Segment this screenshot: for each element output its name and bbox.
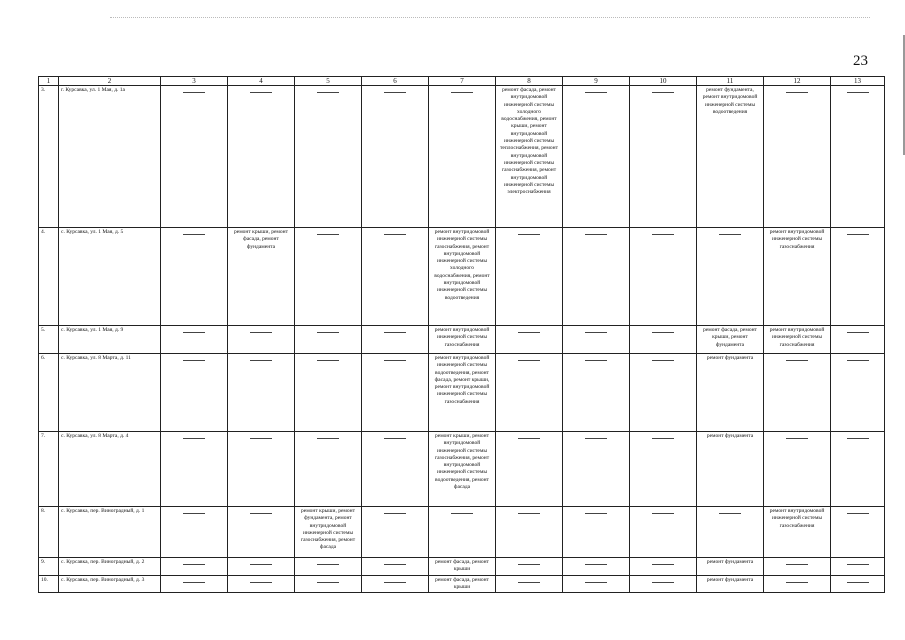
dash-mark xyxy=(847,360,869,361)
empty-cell xyxy=(496,228,563,326)
empty-cell xyxy=(362,86,429,228)
column-header: 8 xyxy=(496,77,563,86)
column-header: 11 xyxy=(697,77,764,86)
empty-cell xyxy=(764,575,831,593)
column-header: 3 xyxy=(161,77,228,86)
dash-mark xyxy=(652,234,674,235)
empty-cell xyxy=(362,432,429,507)
empty-cell xyxy=(161,432,228,507)
empty-cell xyxy=(831,558,885,576)
work-cell: ремонт фасада, ремонт крыши xyxy=(429,558,496,576)
row-number: 7. xyxy=(39,432,59,507)
empty-cell xyxy=(764,432,831,507)
dash-mark xyxy=(585,582,607,583)
empty-cell xyxy=(161,86,228,228)
row-number: 8. xyxy=(39,507,59,558)
dash-mark xyxy=(384,582,406,583)
dash-mark xyxy=(585,332,607,333)
empty-cell xyxy=(831,432,885,507)
address-cell: с. Курсавка, пер. Виноградный, д. 3 xyxy=(59,575,161,593)
table-row xyxy=(39,354,885,432)
dash-mark xyxy=(183,360,205,361)
empty-cell xyxy=(831,354,885,432)
column-header: 9 xyxy=(563,77,630,86)
work-cell: ремонт внутридомовой инженерной системы газоснабжения xyxy=(429,326,496,354)
dash-mark xyxy=(847,234,869,235)
dash-mark xyxy=(250,582,272,583)
work-cell: ремонт фасада, ремонт крыши xyxy=(429,575,496,593)
dash-mark xyxy=(518,438,540,439)
dash-mark xyxy=(786,582,808,583)
dash-mark xyxy=(652,582,674,583)
dash-mark xyxy=(847,332,869,333)
column-header: 2 xyxy=(59,77,161,86)
dash-mark xyxy=(317,582,339,583)
dash-mark xyxy=(585,564,607,565)
dash-mark xyxy=(786,564,808,565)
column-header: 7 xyxy=(429,77,496,86)
empty-cell xyxy=(630,575,697,593)
address-cell: с. Курсавка, пер. Виноградный, д. 2 xyxy=(59,558,161,576)
dash-mark xyxy=(250,332,272,333)
empty-cell xyxy=(362,354,429,432)
dash-mark xyxy=(847,582,869,583)
row-number: 10. xyxy=(39,575,59,593)
empty-cell xyxy=(563,228,630,326)
dash-mark xyxy=(183,438,205,439)
table-row xyxy=(39,326,885,354)
dash-mark xyxy=(250,92,272,93)
dash-mark xyxy=(451,92,473,93)
work-cell: ремонт внутридомовой инженерной системы газоснабжения xyxy=(764,326,831,354)
empty-cell xyxy=(496,558,563,576)
dash-mark xyxy=(250,438,272,439)
dash-mark xyxy=(451,513,473,514)
scan-artifact-line xyxy=(110,17,870,18)
dash-mark xyxy=(518,513,540,514)
empty-cell xyxy=(161,228,228,326)
empty-cell xyxy=(697,507,764,558)
empty-cell xyxy=(563,558,630,576)
empty-cell xyxy=(228,432,295,507)
table-row xyxy=(39,228,885,326)
empty-cell xyxy=(496,354,563,432)
dash-mark xyxy=(317,234,339,235)
dash-mark xyxy=(317,564,339,565)
address-cell: с. Курсавка, ул. 8 Марта, д. 4 xyxy=(59,432,161,507)
column-header: 13 xyxy=(831,77,885,86)
work-cell: ремонт фасада, ремонт крыши, ремонт фундамента xyxy=(697,326,764,354)
empty-cell xyxy=(295,228,362,326)
dash-mark xyxy=(250,513,272,514)
empty-cell xyxy=(697,228,764,326)
dash-mark xyxy=(585,513,607,514)
dash-mark xyxy=(652,513,674,514)
empty-cell xyxy=(295,432,362,507)
work-cell: ремонт крыши, ремонт внутридомовой инженерной системы газоснабжения, ремонт внутридомовой инженерной системы водоотведения, ремонт фасада xyxy=(429,432,496,507)
dash-mark xyxy=(847,564,869,565)
table-row xyxy=(39,86,885,228)
column-number-row xyxy=(39,77,885,86)
empty-cell xyxy=(161,558,228,576)
dash-mark xyxy=(384,332,406,333)
address-cell: г. Курсавка, ул. 1 Мая, д. 1а xyxy=(59,86,161,228)
column-header: 1 xyxy=(39,77,59,86)
empty-cell xyxy=(228,558,295,576)
dash-mark xyxy=(518,360,540,361)
work-cell: ремонт фундамента xyxy=(697,575,764,593)
empty-cell xyxy=(429,86,496,228)
address-cell: с. Курсавка, пер. Виноградный, д. 1 xyxy=(59,507,161,558)
empty-cell xyxy=(563,432,630,507)
empty-cell xyxy=(563,507,630,558)
empty-cell xyxy=(630,86,697,228)
work-cell: ремонт внутридомовой инженерной системы водоотведения, ремонт фасада, ремонт крыши, ремонт внутридомовой инженерной системы газоснабжения xyxy=(429,354,496,432)
dash-mark xyxy=(786,438,808,439)
dash-mark xyxy=(518,234,540,235)
empty-cell xyxy=(161,326,228,354)
dash-mark xyxy=(719,234,741,235)
dash-mark xyxy=(183,234,205,235)
dash-mark xyxy=(652,438,674,439)
empty-cell xyxy=(362,507,429,558)
dash-mark xyxy=(384,92,406,93)
column-header: 12 xyxy=(764,77,831,86)
dash-mark xyxy=(585,438,607,439)
empty-cell xyxy=(563,326,630,354)
repair-schedule-table xyxy=(38,76,885,593)
dash-mark xyxy=(384,564,406,565)
column-header: 4 xyxy=(228,77,295,86)
page-number: 23 xyxy=(853,53,868,69)
empty-cell xyxy=(496,326,563,354)
empty-cell xyxy=(496,575,563,593)
empty-cell xyxy=(630,228,697,326)
empty-cell xyxy=(563,86,630,228)
dash-mark xyxy=(384,513,406,514)
work-cell: ремонт фундамента xyxy=(697,558,764,576)
empty-cell xyxy=(630,432,697,507)
address-cell: с. Курсавка, ул. 8 Марта, д. 11 xyxy=(59,354,161,432)
empty-cell xyxy=(630,326,697,354)
dash-mark xyxy=(786,360,808,361)
column-header: 10 xyxy=(630,77,697,86)
empty-cell xyxy=(161,354,228,432)
dash-mark xyxy=(847,438,869,439)
dash-mark xyxy=(847,513,869,514)
empty-cell xyxy=(295,558,362,576)
empty-cell xyxy=(295,354,362,432)
dash-mark xyxy=(518,564,540,565)
empty-cell xyxy=(764,86,831,228)
dash-mark xyxy=(183,582,205,583)
empty-cell xyxy=(228,86,295,228)
empty-cell xyxy=(831,575,885,593)
empty-cell xyxy=(831,507,885,558)
dash-mark xyxy=(719,513,741,514)
empty-cell xyxy=(764,558,831,576)
dash-mark xyxy=(317,332,339,333)
work-cell: ремонт крыши, ремонт фундамента, ремонт внутридомовой инженерной системы газоснабжения, ремонт фасада xyxy=(295,507,362,558)
empty-cell xyxy=(429,507,496,558)
row-number: 4. xyxy=(39,228,59,326)
empty-cell xyxy=(362,558,429,576)
table-row xyxy=(39,432,885,507)
dash-mark xyxy=(250,564,272,565)
row-number: 9. xyxy=(39,558,59,576)
dash-mark xyxy=(585,234,607,235)
table-row xyxy=(39,575,885,593)
dash-mark xyxy=(585,360,607,361)
dash-mark xyxy=(384,360,406,361)
empty-cell xyxy=(228,507,295,558)
empty-cell xyxy=(630,558,697,576)
dash-mark xyxy=(518,332,540,333)
empty-cell xyxy=(831,228,885,326)
row-number: 3. xyxy=(39,86,59,228)
empty-cell xyxy=(563,354,630,432)
address-cell: с. Курсавка, ул. 1 Мая, д. 9 xyxy=(59,326,161,354)
row-number: 5. xyxy=(39,326,59,354)
dash-mark xyxy=(183,92,205,93)
empty-cell xyxy=(563,575,630,593)
empty-cell xyxy=(496,507,563,558)
work-cell: ремонт внутридомовой инженерной системы газоснабжения xyxy=(764,507,831,558)
dash-mark xyxy=(183,332,205,333)
empty-cell xyxy=(161,575,228,593)
column-header: 5 xyxy=(295,77,362,86)
dash-mark xyxy=(652,332,674,333)
dash-mark xyxy=(652,564,674,565)
empty-cell xyxy=(295,575,362,593)
dash-mark xyxy=(518,582,540,583)
empty-cell xyxy=(161,507,228,558)
dash-mark xyxy=(317,92,339,93)
dash-mark xyxy=(317,438,339,439)
work-cell: ремонт фундамента xyxy=(697,432,764,507)
empty-cell xyxy=(630,507,697,558)
dash-mark xyxy=(384,234,406,235)
work-cell: ремонт крыши, ремонт фасада, ремонт фундамента xyxy=(228,228,295,326)
empty-cell xyxy=(362,326,429,354)
empty-cell xyxy=(831,86,885,228)
table-row xyxy=(39,558,885,576)
empty-cell xyxy=(831,326,885,354)
address-cell: с. Курсавка, ул. 1 Мая, д. 5 xyxy=(59,228,161,326)
column-header: 6 xyxy=(362,77,429,86)
dash-mark xyxy=(183,564,205,565)
empty-cell xyxy=(362,575,429,593)
dash-mark xyxy=(786,92,808,93)
empty-cell xyxy=(228,575,295,593)
dash-mark xyxy=(652,360,674,361)
work-cell: ремонт внутридомовой инженерной системы газоснабжения xyxy=(764,228,831,326)
work-cell: ремонт фасада, ремонт внутридомовой инженерной системы холодного водоснабжения, ремонт крыши, ремонт внутридомовой инженерной системы теплоснабжения, ремонт внутридомовой инженерной системы газоснабжения, ремонт внутридомовой инженерной системы электроснабжения xyxy=(496,86,563,228)
empty-cell xyxy=(295,86,362,228)
empty-cell xyxy=(362,228,429,326)
row-number: 6. xyxy=(39,354,59,432)
dash-mark xyxy=(652,92,674,93)
dash-mark xyxy=(250,360,272,361)
dash-mark xyxy=(183,513,205,514)
table-row xyxy=(39,507,885,558)
work-cell: ремонт фундамента, ремонт внутридомовой инженерной системы водоотведения xyxy=(697,86,764,228)
dash-mark xyxy=(317,360,339,361)
dash-mark xyxy=(384,438,406,439)
dash-mark xyxy=(585,92,607,93)
empty-cell xyxy=(496,432,563,507)
empty-cell xyxy=(295,326,362,354)
dash-mark xyxy=(847,92,869,93)
empty-cell xyxy=(764,354,831,432)
empty-cell xyxy=(228,354,295,432)
empty-cell xyxy=(630,354,697,432)
work-cell: ремонт внутридомовой инженерной системы газоснабжения, ремонт внутридомовой инженерной системы холодного водоснабжения, ремонт внутридомовой инженерной системы водоотведения xyxy=(429,228,496,326)
work-cell: ремонт фундамента xyxy=(697,354,764,432)
empty-cell xyxy=(228,326,295,354)
